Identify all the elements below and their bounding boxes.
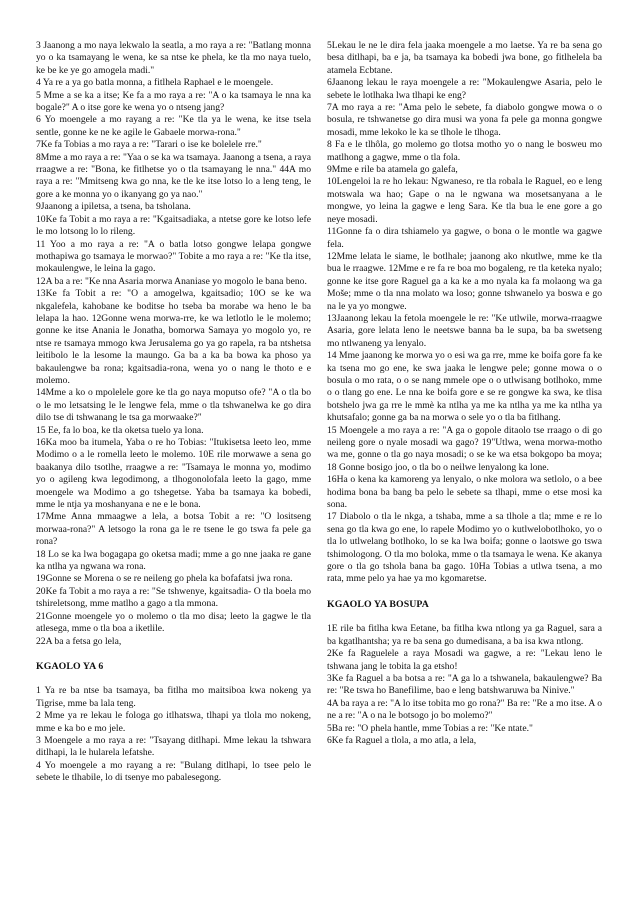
- right-column: [327, 40, 602, 880]
- paragraph: 3 Jaanong a mo naya lekwalo la seatla, a mo raya a re: "Batlang monna yo o ka tsamayang le wena, ke sa ntse ke phela, ke tla mo naya tuelo, ke be ke ye go amogela madi.": [36, 40, 311, 76]
- paragraph: 15 Ee, fa lo boa, ke tla oketsa tuelo ya lona.: [36, 424, 204, 436]
- paragraph: 1E rile ba fitlha kwa Eetane, ba fitlha kwa ntlong ya ga Raguel, sara a ba kgatlhantsha; ya re ba sena go dumedisana, a ba isa kwa ntlong.: [327, 623, 602, 647]
- left-column: [36, 40, 311, 880]
- left-block-1: [36, 40, 311, 648]
- paragraph: 10Lengeloi la re ho lekau: Ngwaneso, re tla robala le Raguel, eo e leng motswala wa hao; Gape o na le ngwana wa mosetsanyana a le mongwe, yo leina la gagwe e leng Sara. Ke tla bua le ene gore a go neye mosadi.: [327, 176, 602, 225]
- right-block-2: [327, 623, 602, 747]
- paragraph: 16Ka moo ba itumela, Yaba o re ho Tobias: "Itukisetsa leeto leo, mme Modimo o a le romella leeto le molemo. 10E rile morwawe a sena go baakanya dilo tsotlhe, rraagwe a re: "Tsamaya le monna yo, modimo yo o agileng kwa legodimong, a tlhogonolofala leeto la gago, mme moengele wa Modimo a go tshegetse. Yaba ba tsamaya ka bobedi, mme le ntja ya moshanyana e ne e le bona.: [36, 437, 311, 511]
- paragraph: 17 Diabolo o tla le nkga, a tshaba, mme a sa tlhole a tla; mme e re lo sena go tla kwa go ene, lo rapele Modimo yo o kutlwelobotlhoko, yo o tla lo utlwelang botlhoko, lo se ka lwa boifa; gonne o laotswe go tswa tshimologong. O tla mo boloka, mme o tla tsamaya le wena. Ke akanya gore o tla go tshola bana ba gago. 10Ha Tobias a utlwa tsena, a mo rata, mme pelo ya hae ya mo kgomaretse.: [327, 511, 602, 585]
- paragraph: 2 Mme ya re lekau le fologa go itlhatswa, tlhapi ya tlola mo nokeng, mme e ka bo e mo jele.: [36, 710, 311, 734]
- paragraph: 5Lekau le ne le dira fela jaaka moengele a mo laetse. Ya re ba sena go besa ditlhapi, ba e ja, ba tsamaya ka bobedi jwa bone, go fitlhelela ba atamela Ecbtane.: [327, 40, 602, 76]
- paragraph: 12Mme lelata le siame, le botlhale; jaanong ako nkutlwe, mme ke tla bua le rraagwe. 12Mme e re fa re boa mo bogaleng, re tla keteka nyalo; gonne ke itse gore Raguel ga a ka ke a mo nyala ka fa molaong wa ga Mošе; mme o tla nna molato wa loso; gonne tshwanelo ya boswa e go na le ya yo mongwe.: [327, 250, 602, 312]
- paragraph: 10Ke fa Tobit a mo raya a re: "Kgaitsadiaka, a ntetse gore ke lotso lefe le mo lotsong lo lo rileng.: [36, 213, 311, 238]
- paragraph: 2Ke fa Raguelele a raya Mosadi wa gagwe, a re: "Lekau leno le tshwana jang le tobita la ga etsho!: [327, 648, 602, 672]
- paragraph: 3 Moengele a mo raya a re: "Tsayang ditlhapi. Mme lekau la tshwara ditlhapi, la le hularela lefatshe.: [36, 734, 311, 759]
- paragraph: 1 Ya re ba ntse ba tsamaya, ba fitlha mo maitsiboa kwa nokeng ya Tigrise, mme ba lala teng.: [36, 685, 311, 709]
- paragraph: 6Jaanong lekau le raya moengele a re: "Mokaulengwe Asaria, pelo le sebete le lotlhaka lwa tlhapi ke eng?: [327, 77, 602, 101]
- paragraph: 11 Yoo a mo raya a re: "A o batla lotso gongwe lelapa gongwe mothapiwa go tsamaya le morwao?" Tobite a mo raya a re: "Ke tla itse, mokaulengwe, le leina la gago.: [36, 238, 311, 275]
- paragraph: 17Mme Anna mmaagwe a lela, a botsa Tobit a re: "O lositseng morwaa-rona?" A letsogo la rona ga le re tsene le go tswa fa pele ga rona?: [36, 511, 311, 548]
- document-page: [36, 40, 602, 880]
- paragraph: 7Ke fa Tobias a mo raya a re: "Tarari o ise ke bolelele rre.": [36, 139, 262, 151]
- chapter-heading: KGAOLO YA BOSUPA: [327, 598, 429, 610]
- paragraph: 21Gonne moengele yo o molemo o tla mo disa; leeto la gagwe le tla atlesega, mme o tla boa a iketlile.: [36, 610, 311, 635]
- paragraph: 5 Mme a se ka a itse; Ke fa a mo raya a re: "A o ka tsamaya le nna ka bogale?" A o itse gore ke wena yo o ntseng jang?: [36, 89, 311, 114]
- paragraph: 11Gonne fa o dira tshiamelo ya gagwe, o bona o le montle wa gagwe fela.: [327, 226, 602, 250]
- paragraph: 13Jaanong lekau la fetola moengele le re: "Ke utlwile, morwa-rraagwe Asaria, gore lelata leno le neetswe banna ba le supa, ba ba swetseng mo ntlwaneng ya lenyalo.: [327, 312, 602, 349]
- paragraph: 14Mme a ko o mpolelele gore ke tla go naya moputso ofe? "A o tla bo o le mo letsatsing le le lengwe fela, mme o tla tshwanelwa ke go dira dilo tse di tshwanang le tsa ga morwaake?": [36, 387, 311, 424]
- paragraph: 16Ha o kena ka kamoreng ya lenyalo, o nke molora wa setlolo, o a bee hodima bona ba bang ba pelo le sebete sa tlhapi, mme o etse mosi ka sona.: [327, 474, 602, 511]
- paragraph: 9Mme e rile ba atamela go galefa,: [327, 164, 458, 176]
- paragraph: 3Ke fa Raguel a ba botsa a re: "A ga lo a tshwanela, bakaulengwe? Ba re: "Re tswa ho Banefilime, bao e leng batshwaruwa ba Ninive.": [327, 672, 602, 697]
- paragraph: 20Ke fa Tobit a mo raya a re: "Se tshwenye, kgaitsadia- O tla boela mo tshireletsong, mme matlho a gago a tla mmona.: [36, 585, 311, 610]
- paragraph: 5Ba re: "O phela hantle, mme Tobias a re: "Ke ntate.": [327, 722, 533, 734]
- paragraph: 19Gonne se Morena o se re neileng go phela ka bofafatsi jwa rona.: [36, 573, 293, 585]
- paragraph: 8Mme a mo raya a re: "Yaa o se ka wa tsamaya. Jaanong a tsena, a raya rraagwe a re: "Bona, ke fitlhetse yo o tla tsamayang le nna." 44A mo raya a re: "Mmitseng kwa go nna, ke tle ke itse lotso lo a leng teng, le gore a ke monna yo o ikanyang go ya nao.": [36, 151, 311, 200]
- paragraph: 4 Ya re a ya go batla monna, a fitlhela Raphael e le moengele.: [36, 77, 274, 89]
- paragraph: 7A mo raya a re: "Ama pelo le sebete, fa diabolo gongwe mowa o o bosula, re tshwanetse go dira musi wa yona fa pele ga monna gongwe mosadi, mme lekoko le ka se tlhole le tlhoga.: [327, 102, 602, 138]
- paragraph: 18 Lo se ka lwa bogagapa go oketsa madi; mme a go nne jaaka re gane ka ntlha ya ngwana wa rona.: [36, 548, 311, 573]
- paragraph: 14 Mme jaanong ke morwa yo o esi wa ga rre, mme ke boifa gore fa ke ka tsena mo go ene, ke swa jaaka le lengwe pele; gonne mowa o o bosula o mo rata, o o se nang mmele ope o o utlwisang botlhoko, mme o o tlang go ene. Le nna ke boifa gore e se re gongwe ka swa, ke tlisa botshelo jwa ga rre le mmè ka ntlha ya me ka ntlha ya me ka ntlha ya khutsafalo; gonne ga ba na morwa o sele yo o tla ba fitlhang.: [327, 350, 602, 424]
- paragraph: 8 Fa e le tlhôla, go molemo go tlotsa motho yo o nang le bosweu mo matlhong a gagwe, mme o tla fola.: [327, 139, 602, 163]
- paragraph: 4A ba raya a re: "A lo itse tobita mo go rona?" Ba re: "Re a mo itse. A o ne a re: "A o na le botsogo jo bo molemo?": [327, 697, 602, 722]
- paragraph: 6Ke fa Raguel a tlola, a mo atla, a lela,: [327, 734, 477, 746]
- left-block-2: [36, 685, 311, 784]
- paragraph: 6 Yo moengele a mo rayang a re: "Ke tla ya le wena, ke itse tsela sentle, gonne ke ne ke agile le Gabaele morwa-rona.": [36, 114, 311, 138]
- paragraph: 12A ba a re: "Ke nna Asaria morwa Ananiase yo mogolo le bana beno.: [36, 275, 307, 287]
- paragraph: 4 Yo moengele a mo rayang a re: "Bulang ditlhapi, lo tsee pelo le sebete le tlhabile, lo di tsenye mo pabalesegong.: [36, 759, 311, 784]
- paragraph: 15 Moengele a mo raya a re: "A ga o gopole ditaolo tse rraago o di go neileng gore o nyale mosadi wa gago? 19"Utlwa, wena morwa-motho wa me, gonne o tla go naya mosadi; o se ke wa etsa bokgopo ba moya; 18 Gonne bosigo joo, o tla bo o neilwe lenyalong ka lone.: [327, 424, 602, 473]
- paragraph: 13Ke fa Tobit a re: "O a amogelwa, kgaitsadio; 10O se ke wa nkgalefela, kahobane ke boditse ho tseba ba morabe wa heno le ba lelapa la hao. 12Gonne wena morwa-rre, ke wa letlotlo le le molemo; gonne ke itse Anania le Jonatha, bomorwa Samaya yo mogolo yo, re ntse re tsamaya mmogo kwa Jerusalema go ya go rapela, ra ba ntshetsa leitibolo le la lesome la maungo. Ga ba a ka ba bowa ka phoso ya bakaulengwe ba rona; kgaitsadia-rona, wena yo o nang le thoto e e molemo.: [36, 288, 311, 386]
- paragraph: 9Jaanong a ipiletsa, a tsena, ba tsholana.: [36, 201, 191, 213]
- chapter-heading: KGAOLO YA 6: [36, 660, 104, 672]
- paragraph: 22A ba a fetsa go lela,: [36, 635, 122, 647]
- right-block-1: [327, 40, 602, 586]
